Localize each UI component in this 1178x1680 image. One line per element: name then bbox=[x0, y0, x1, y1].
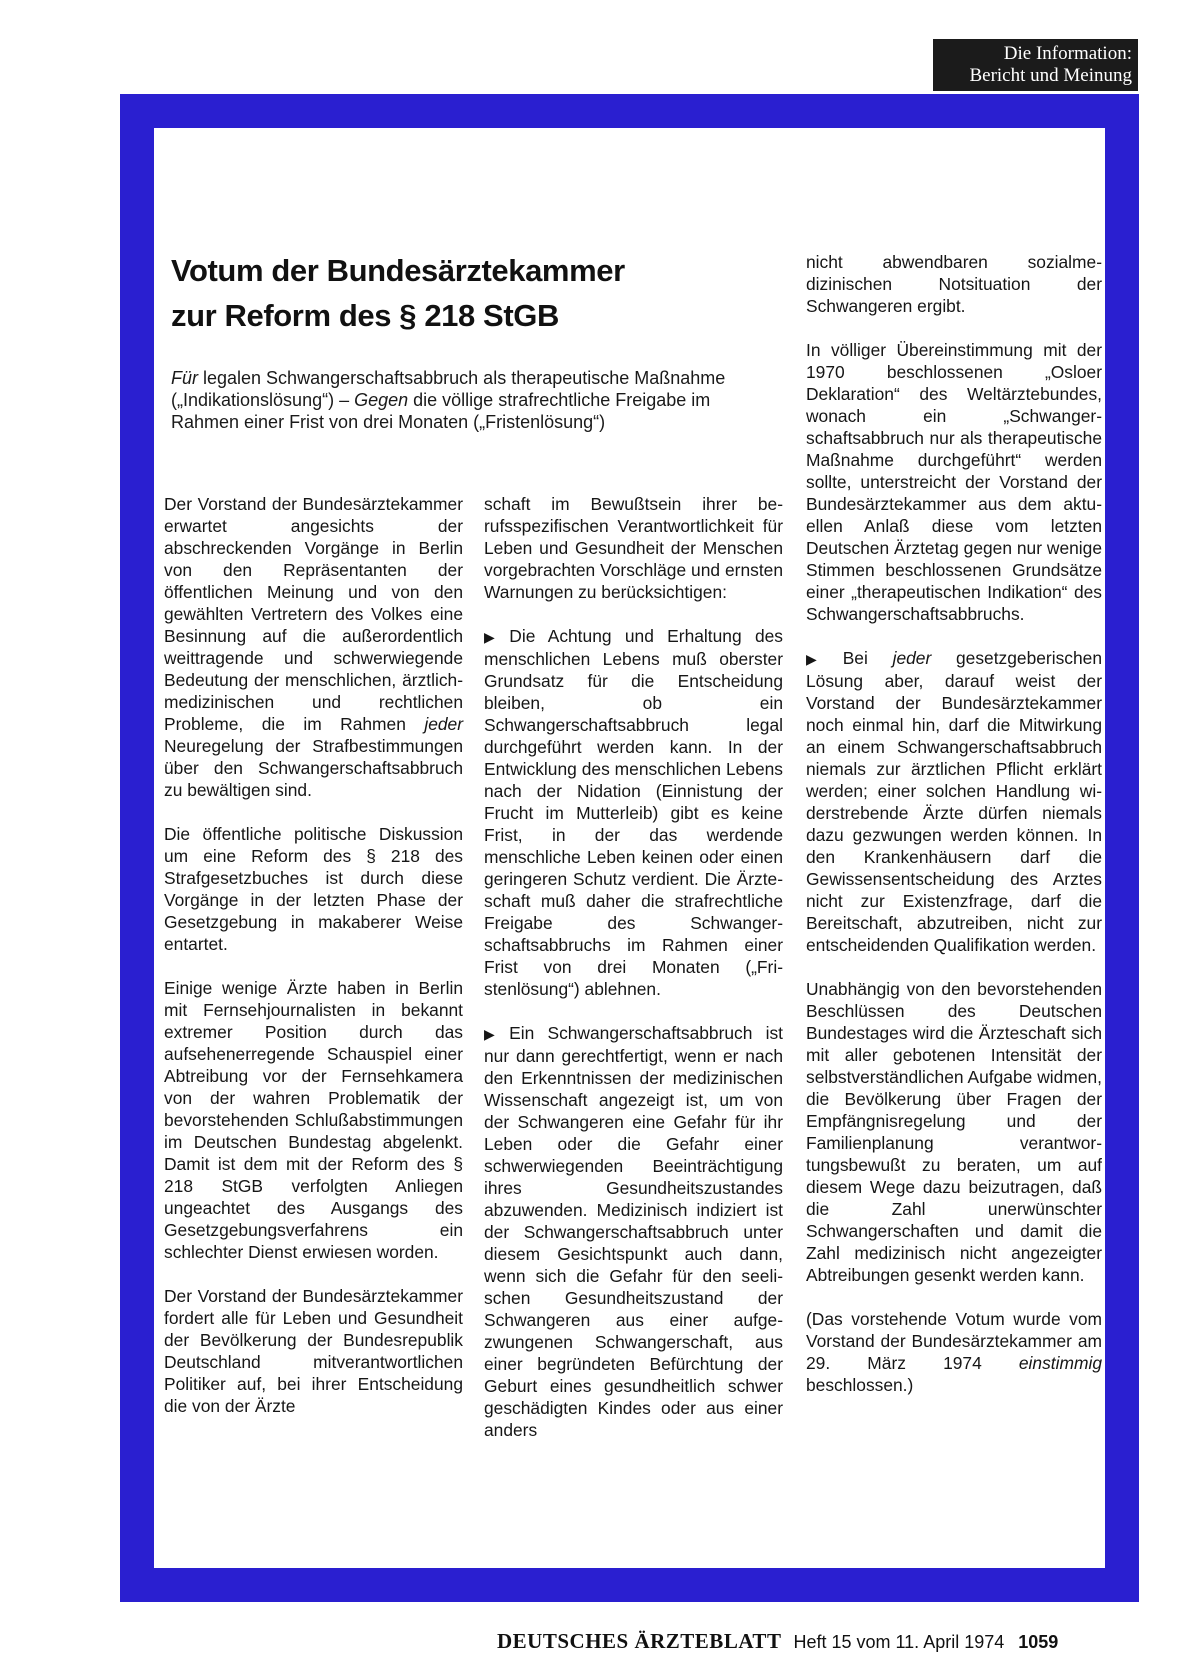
p1-emphasis: jeder bbox=[424, 714, 463, 734]
triangle-bullet-icon: ▶ bbox=[484, 629, 504, 645]
section-label-line2: Bericht und Meinung bbox=[969, 65, 1132, 86]
triangle-bullet-icon: ▶ bbox=[806, 651, 837, 667]
text-column-1 bbox=[164, 493, 463, 1439]
paragraph-7 bbox=[484, 1022, 783, 1441]
p12-text-b: beschlossen.) bbox=[806, 1375, 914, 1395]
paragraph-8: nicht abwendbaren sozialmedizinischen Notsituation der Schwangeren ergibt. bbox=[806, 252, 1102, 316]
subhead-part2: die völlige strafrechtliche Freigabe im Rahmen einer Frist von drei Monaten („Fristenlösung“) bbox=[171, 390, 711, 432]
page-number: 1059 bbox=[1018, 1632, 1059, 1652]
paragraph-1 bbox=[164, 493, 463, 801]
triangle-bullet-icon: ▶ bbox=[484, 1026, 504, 1042]
text-column-3 bbox=[806, 251, 1102, 1418]
text-column-2 bbox=[484, 493, 783, 1463]
subhead-part1: legalen Schwangerschaftsabbruch als therapeutische Maßnahme („Indikationslösung“) – bbox=[171, 368, 726, 410]
p6-text: Die Achtung und Erhaltung des menschlichen Lebens muß oberster Grundsatz für die Entscheidung bleiben, ob ein Schwangerschaftsabbruch legal durchgeführt werden kann. In der Entwicklung des menschlichen Lebens nach der Nidation (Einnistung der Frucht im Mutterleib) gibt es keine Frist, in der das werdende menschliche Leben keinen oder einen geringeren Schutz verdient. Die Ärzteschaft muß daher die strafrechtliche Freigabe des Schwangerschaftsabbruchs im Rahmen einer Frist von drei Monaten („Fristenlösung“) ablehnen. bbox=[484, 626, 783, 999]
article-subhead bbox=[171, 367, 781, 433]
paragraph-2: Die öffentliche politische Diskussion um eine Reform des § 218 des Strafgesetzbuches ist durch diese Vorgänge in der letzten Phase der Gesetzgebung in makaberer Weise entartet. bbox=[164, 824, 463, 954]
title-line1: Votum der Bundesärztekammer bbox=[171, 253, 625, 288]
section-label bbox=[933, 39, 1138, 91]
p7-text: Ein Schwangerschaftsabbruch ist nur dann gerechtfertigt, wenn er nach den Erkenntnissen der medizinischen Wissenschaft angezeigt ist, um von der Schwangeren eine Gefahr für ihr Leben oder die Gefahr einer schwerwiegenden Beeinträchtigung ihres Gesundheitszustandes abzuwenden. Medizinisch indiziert ist der Schwangerschaftsabbruch unter diesem Gesichtspunkt auch dann, wenn sich die Gefahr für den seelischen Gesundheitszustand der Schwangeren aus einer aufgezwungenen Schwangerschaft, aus einer begründeten Befürchtung der Geburt eines gesundheitlich schwer geschädigten Kindes oder aus einer anders bbox=[484, 1023, 783, 1440]
paragraph-5: schaft im Bewußtsein ihrer berufsspezifischen Verantwortlichkeit für Leben und Gesundheit der Menschen vorgebrachten Vorschläge und ernsten Warnungen zu berücksichtigen: bbox=[484, 494, 783, 602]
paragraph-12 bbox=[806, 1308, 1102, 1396]
p12-text-a: (Das vorstehende Votum wurde vom Vorstand der Bundesärztekammer am 29. März 1974 bbox=[806, 1309, 1102, 1373]
title-line2: zur Reform des § 218 StGB bbox=[171, 298, 559, 333]
p10-emphasis: jeder bbox=[892, 648, 932, 668]
subhead-for: Für bbox=[171, 368, 198, 388]
p12-emphasis: einstimmig bbox=[1018, 1353, 1102, 1373]
paragraph-10 bbox=[806, 647, 1102, 956]
paragraph-9: In völliger Übereinstimmung mit der 1970 beschlossenen „Osloer Deklaration“ des Weltärztebundes, wonach ein „Schwangerschaftsabbruch nur als therapeutische Maßnahme durchgeführt“ werden sollte, unterstreicht der Vorstand der Bundesärztekammer aus dem aktuellen Anlaß diese vom letzten Deutschen Ärztetag gegen nur wenige Stimmen beschlossenen Grundsätze einer „therapeutischen Indikation“ des Schwangerschaftsabbruchs. bbox=[806, 340, 1102, 624]
journal-name: DEUTSCHES ÄRZTEBLATT bbox=[497, 1629, 782, 1653]
p10-text-a: Bei bbox=[842, 648, 893, 668]
section-label-line1: Die Information: bbox=[1003, 43, 1132, 64]
paragraph-3: Einige wenige Ärzte haben in Berlin mit Fernsehjournalisten in bekannt extremer Position durch das aufsehenerregende Schauspiel einer Abtreibung vor der Fernsehkamera von der wahren Problematik der bevorstehenden Schlußabstimmungen im Deutschen Bundestag abgelenkt. Damit ist dem mit der Reform des § 218 StGB verfolgten Anliegen ungeachtet des Ausgangs des Gesetzgebungsverfahrens ein schlechter Dienst erwiesen worden. bbox=[164, 978, 463, 1262]
article-title bbox=[171, 248, 731, 338]
p1-text-b: Neuregelung der Strafbestimmungen über den Schwangerschaftsabbruch zu bewältigen sind. bbox=[164, 736, 463, 800]
paragraph-11: Unabhängig von den bevorstehenden Beschlüssen des Deutschen Bundestages wird die Ärzteschaft sich mit aller gebotenen Intensität der selbstverständlichen Aufgabe widmen, die Bevölkerung über Fragen der Empfängnisregelung und der Familienplanung verantwortungsbewußt zu beraten, um auf diesem Wege dazu beizutragen, daß die Zahl unerwünschter Schwangerschaften und damit die Zahl medizinisch nicht angezeigter Abtreibungen gesenkt werden kann. bbox=[806, 979, 1102, 1285]
page-footer bbox=[497, 1629, 1137, 1654]
paragraph-4: Der Vorstand der Bundesärztekammer fordert alle für Leben und Gesundheit der Bevölkerung der Bundesrepublik Deutschland mitverantwortlichen Politiker auf, bei ihrer Entscheidung die von der Ärzte bbox=[164, 1286, 463, 1416]
p10-text-b: gesetzgeberischen Lösung aber, darauf weist der Vorstand der Bundesärztekammer noch einmal hin, darf die Mitwirkung an einem Schwangerschaftsabbruch niemals zur ärztlichen Pflicht erklärt werden; einer solchen Handlung widerstrebende Ärzte dürfen niemals dazu gezwungen werden können. In den Krankenhäusern darf die Gewissensentscheidung des Arztes nicht zur Existenzfrage, darf die Bereitschaft, abzutreiben, nicht zur entscheidenden Qualifikation werden. bbox=[806, 648, 1102, 955]
p1-text-a: Der Vorstand der Bundesärztekammer erwartet angesichts der abschreckenden Vorgänge in Berlin von den Repräsentanten der öffentlichen Meinung und von den gewählten Vertretern des Volkes eine Besinnung auf die außerordentlich weittragende und schwerwiegende Bedeutung der menschlichen, ärztlichmedizinischen und rechtlichen Probleme, die im Rahmen bbox=[164, 494, 463, 734]
issue-info: Heft 15 vom 11. April 1974 bbox=[793, 1632, 1005, 1652]
paragraph-6 bbox=[484, 625, 783, 1000]
subhead-against: Gegen bbox=[354, 390, 409, 410]
